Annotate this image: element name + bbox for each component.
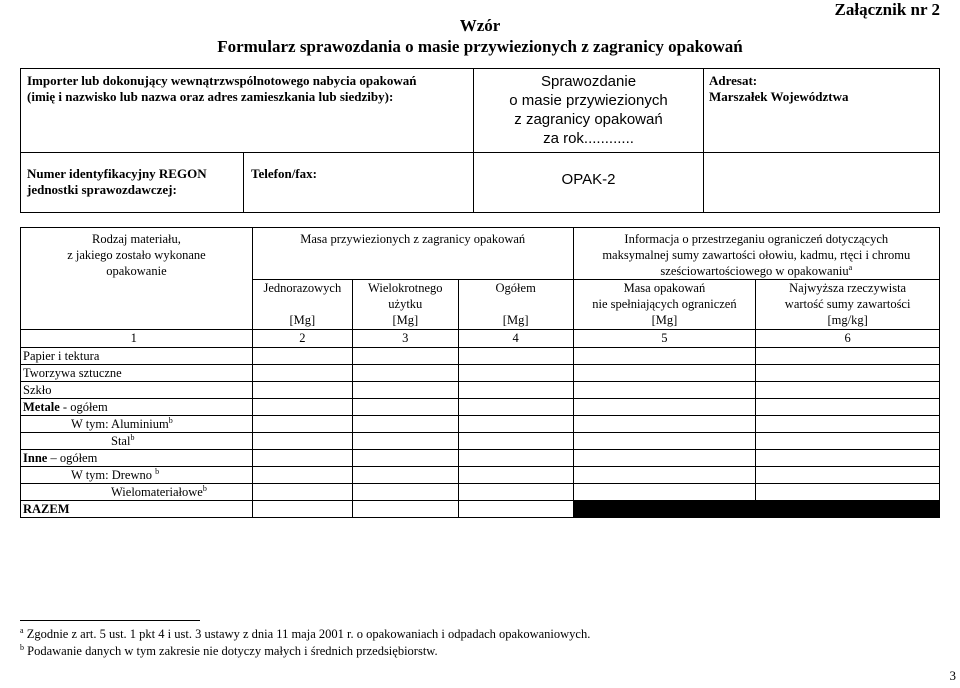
divider [21, 152, 939, 153]
input-cell[interactable] [573, 450, 756, 467]
spacer [255, 296, 350, 312]
total-header [458, 280, 573, 330]
input-cell[interactable] [756, 382, 940, 399]
table-row [21, 365, 940, 382]
addressee-value: Marszałek Województwa [709, 89, 849, 104]
max-content-header [756, 280, 940, 330]
header-line: maksymalnej sumy zawartości ołowiu, kadmu, rtęci i chromu [602, 248, 911, 262]
row-label-bold: Metale [23, 400, 60, 414]
regon-label [27, 166, 241, 198]
row-label-glass: Szkło [21, 382, 253, 399]
column-number: 2 [252, 330, 352, 348]
input-cell[interactable] [756, 416, 940, 433]
input-cell[interactable] [252, 399, 352, 416]
input-cell[interactable] [573, 382, 756, 399]
header-line: z jakiego zostało wykonane [67, 248, 206, 262]
header-text: sześciowartościowego w opakowaniu [660, 264, 849, 278]
table-row-total [21, 501, 940, 518]
report-year-field: za rok............ [543, 130, 634, 147]
footnote-ref: b [168, 415, 173, 425]
input-cell[interactable] [352, 399, 458, 416]
regon-label-line: Numer identyfikacyjny REGON [27, 166, 207, 181]
multi-use-header [352, 280, 458, 330]
input-cell[interactable] [252, 501, 352, 518]
header-line: wartość sumy zawartości [784, 297, 911, 311]
header-line: Jednorazowych [263, 281, 342, 295]
input-cell[interactable] [756, 365, 940, 382]
input-cell[interactable] [573, 467, 756, 484]
importer-label [27, 73, 467, 105]
input-cell[interactable] [458, 348, 573, 365]
column-number: 4 [458, 330, 573, 348]
blocked-cell [756, 501, 940, 518]
mass-report-table [20, 227, 940, 518]
header-line: Wielokrotnego [368, 281, 443, 295]
table-row [21, 348, 940, 365]
input-cell[interactable] [252, 484, 352, 501]
input-cell[interactable] [352, 382, 458, 399]
row-label-total: RAZEM [21, 501, 253, 518]
material-column-header [21, 228, 253, 330]
footnote-ref: a [848, 262, 853, 272]
divider [243, 152, 244, 212]
noncompliant-mass-header [573, 280, 756, 330]
input-cell[interactable] [458, 382, 573, 399]
row-label-multimaterial [21, 484, 253, 501]
input-cell[interactable] [458, 433, 573, 450]
input-cell[interactable] [352, 416, 458, 433]
annex-label: Załącznik nr 2 [834, 0, 940, 19]
input-cell[interactable] [458, 365, 573, 382]
unit-label: [Mg] [651, 313, 678, 327]
form-code: OPAK-2 [561, 171, 616, 188]
row-label-rest: – ogółem [47, 451, 98, 465]
table-row [21, 399, 940, 416]
row-label-bold: Inne [23, 451, 48, 465]
input-cell[interactable] [573, 416, 756, 433]
addressee [709, 73, 934, 105]
spacer [461, 296, 571, 312]
report-title-line: Sprawozdanie [540, 73, 637, 90]
input-cell[interactable] [252, 348, 352, 365]
table-row [21, 382, 940, 399]
input-cell[interactable] [352, 484, 458, 501]
input-cell[interactable] [352, 450, 458, 467]
footnote-ref: b [155, 466, 160, 476]
input-cell[interactable] [458, 416, 573, 433]
input-cell[interactable] [756, 484, 940, 501]
column-numbers-row [21, 330, 940, 348]
input-cell[interactable] [352, 433, 458, 450]
footnote-ref: b [202, 483, 207, 493]
input-cell[interactable] [756, 433, 940, 450]
input-cell[interactable] [252, 450, 352, 467]
row-label-steel [21, 433, 253, 450]
form-title: Formularz sprawozdania o masie przywiezionych z zagranicy opakowań [217, 37, 743, 56]
regon-label-line: jednostki sprawozdawczej: [27, 182, 177, 197]
column-number: 1 [21, 330, 253, 348]
row-label-plastic: Tworzywa sztuczne [21, 365, 253, 382]
input-cell[interactable] [573, 399, 756, 416]
input-cell[interactable] [573, 433, 756, 450]
header-line: Masa opakowań [623, 281, 706, 295]
footnote-text: Zgodnie z art. 5 ust. 1 pkt 4 i ust. 3 ustawy z dnia 11 maja 2001 r. o opakowaniach i odpadach opakowaniowych. [23, 627, 591, 641]
header-line [576, 263, 937, 279]
input-cell[interactable] [352, 467, 458, 484]
unit-label: [Mg] [392, 313, 419, 327]
unit-label: [Mg] [289, 313, 316, 327]
single-use-header [252, 280, 352, 330]
table-row [21, 450, 940, 467]
input-cell[interactable] [458, 467, 573, 484]
row-label-wood [21, 467, 253, 484]
blocked-cell [573, 501, 756, 518]
input-cell[interactable] [458, 450, 573, 467]
row-label-text: Wielomateriałowe [111, 485, 203, 499]
input-cell[interactable] [252, 433, 352, 450]
header-line: Ogółem [495, 281, 536, 295]
column-number: 3 [352, 330, 458, 348]
input-cell[interactable] [352, 501, 458, 518]
addressee-label: Adresat: [709, 73, 758, 88]
footnote-a [20, 626, 590, 642]
form-title-pattern: Wzór [459, 16, 501, 35]
column-number: 6 [756, 330, 940, 348]
header-line: użytku [388, 297, 423, 311]
input-cell[interactable] [352, 365, 458, 382]
input-cell[interactable] [573, 484, 756, 501]
header-line: nie spełniających ograniczeń [592, 297, 737, 311]
row-label-other [21, 450, 253, 467]
input-cell[interactable] [252, 382, 352, 399]
input-cell[interactable] [252, 467, 352, 484]
input-cell[interactable] [252, 416, 352, 433]
header-box [20, 68, 940, 213]
footnote-ref: b [130, 432, 135, 442]
divider [703, 69, 704, 152]
info-group-header [573, 228, 939, 280]
input-cell[interactable] [756, 348, 940, 365]
input-cell[interactable] [573, 348, 756, 365]
header-line: opakowanie [106, 264, 167, 278]
header-line: Najwyższa rzeczywista [789, 281, 907, 295]
input-cell[interactable] [252, 365, 352, 382]
input-cell[interactable] [573, 365, 756, 382]
row-label-text: Stal [111, 434, 131, 448]
importer-label-line: (imię i nazwisko lub nazwa oraz adres zamieszkania lub siedziby): [27, 89, 394, 104]
table-row [21, 433, 940, 450]
row-label-metals [21, 399, 253, 416]
table-row [21, 484, 940, 501]
row-label-text: W tym: Aluminium [71, 417, 169, 431]
unit-label: [Mg] [502, 313, 529, 327]
row-label-aluminium [21, 416, 253, 433]
report-title-line: z zagranicy opakowań [514, 111, 663, 128]
input-cell[interactable] [458, 484, 573, 501]
footnote-marker: b [20, 642, 24, 652]
footnote-text: Podawanie danych w tym zakresie nie dotyczy małych i średnich przedsiębiorstw. [24, 644, 438, 658]
input-cell[interactable] [756, 450, 940, 467]
header-line: Informacja o przestrzeganiu ograniczeń dotyczących [624, 232, 889, 246]
header-line: Rodzaj materiału, [92, 232, 181, 246]
importer-label-line: Importer lub dokonujący wewnątrzwspólnotowego nabycia opakowań [27, 73, 417, 88]
divider [703, 152, 704, 212]
input-cell[interactable] [352, 348, 458, 365]
phone-label: Telefon/fax: [251, 166, 317, 181]
unit-label: [mg/kg] [827, 313, 868, 327]
table-row [21, 416, 940, 433]
row-label-text: W tym: Drewno [71, 468, 156, 482]
row-label-paper: Papier i tektura [21, 348, 253, 365]
footnote-marker: a [20, 625, 24, 635]
mass-group-header: Masa przywiezionych z zagranicy opakowań [252, 228, 573, 280]
input-cell[interactable] [756, 399, 940, 416]
input-cell[interactable] [458, 399, 573, 416]
row-label-rest: - ogółem [59, 400, 108, 414]
input-cell[interactable] [756, 467, 940, 484]
input-cell[interactable] [458, 501, 573, 518]
footnote-separator [20, 620, 200, 621]
report-title-line: o masie przywiezionych [509, 92, 668, 109]
footnote-b [20, 643, 438, 659]
report-title [474, 72, 703, 148]
table-row [21, 467, 940, 484]
column-number: 5 [573, 330, 756, 348]
page-number: 3 [949, 668, 956, 683]
